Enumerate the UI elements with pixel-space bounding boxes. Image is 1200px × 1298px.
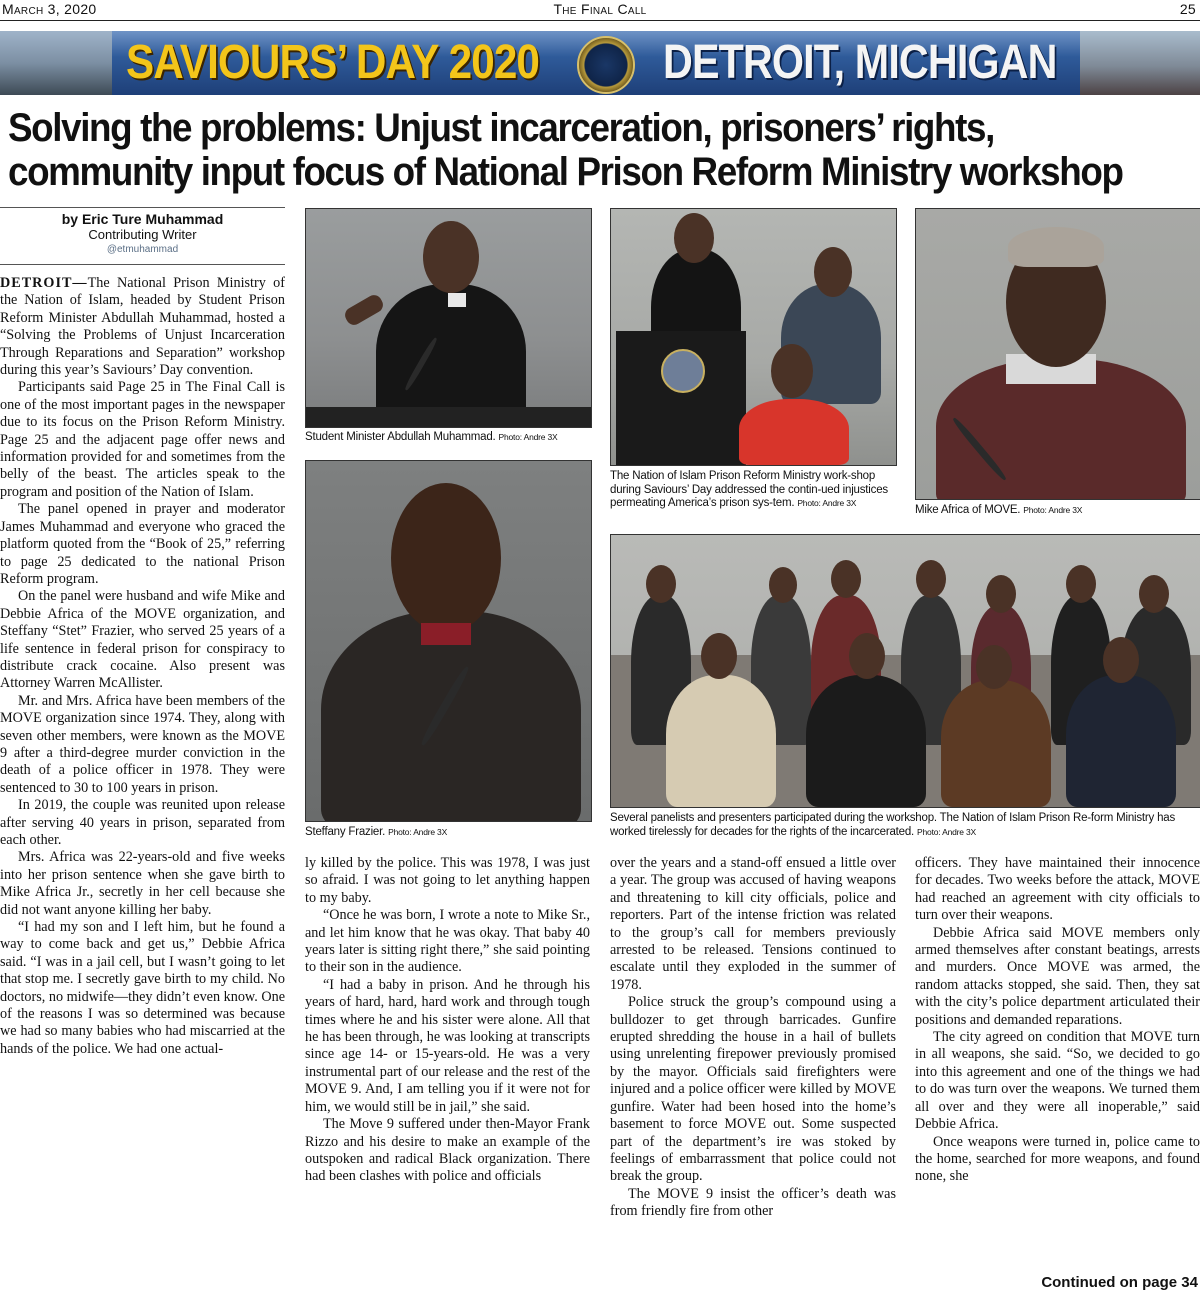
article-paragraph: “I had my son and I left him, but he found a way to come back and get us,” Debbie Africa said. “I was in a jail cell, but I wasn’t going to let that stop me. I secretly gave birth to my child. No doctors, no midwife—they didn’t even know. One of the reasons I was so determined was because we had so many babies who had miscarried at the hands of the police. We had one actual-: [0, 919, 285, 1057]
publication-name: The Final Call: [553, 1, 647, 17]
city-skyline-image-right: [1080, 31, 1200, 95]
event-banner: [0, 31, 1200, 95]
page-number: 25: [1179, 1, 1196, 17]
headline-line-2: community input focus of National Prison Reform Ministry workshop: [8, 150, 1123, 194]
article-column-1: [0, 275, 285, 1058]
photo-caption: Student Minister Abdullah Muhammad. Photo: Andre 3X: [305, 431, 558, 443]
article-paragraph: Debbie Africa said MOVE members only armed themselves after constant beatings, arrests and murders. Once MOVE was armed, the random attacks stopped, she said. Then, they sat with the city’s police department articulated their positions and demanded reparations.: [915, 924, 1200, 1028]
article-paragraph: The city agreed on condition that MOVE turn in all weapons, she said. “So, we decided to go into this agreement and one of the things we had to do was turn over the weapons. We turned them all over and they were all inoperable,” said Debbie Africa.: [915, 1029, 1200, 1133]
article-paragraph: The MOVE 9 insist the officer’s death was from friendly fire from other: [610, 1185, 896, 1220]
photo-steffany-frazier: [305, 460, 592, 822]
byline-top-rule: [0, 207, 285, 208]
podium-seal-icon: [661, 349, 705, 393]
article-paragraph: over the years and a stand-off ensued a little over a year. The group was accused of having weapons and threatening to kill city officials, police and reporters. Part of the intense friction was related to the group’s call for members previously arrested to be released. Tensions continued to escalate until they exploded in the summer of 1978.: [610, 855, 896, 993]
banner-event-title: SAVIOURS’ DAY 2020: [126, 36, 540, 89]
photo-caption: Several panelists and presenters participated during the workshop. The Nation of Islam Prison Re-form Ministry has worked tirelessly for decades for the rights of the incarcerated. Photo: Andre 3X: [610, 812, 1176, 838]
article-paragraph: officers. They have maintained their innocence for decades. Two weeks before the attack, MOVE had reached an agreement with city officials to turn over their weapons.: [915, 855, 1200, 924]
headline-line-1: Solving the problems: Unjust incarceration, prisoners’ rights,: [8, 106, 994, 150]
article-paragraph: “I had a baby in prison. And he through his years of hard, hard, hard work and through tough times where he and his sister were alone. All that he has been through, he was looking at transcripts since age 14- or 15-years-old. He was a very instrumental part of our release and the rest of the MOVE 9. And, I am telling you if it were not for him, we would still be in jail,” she said.: [305, 976, 590, 1115]
banner-location: DETROIT, MICHIGAN: [663, 36, 1057, 89]
page-header: [0, 0, 1200, 21]
city-skyline-image-left: [0, 31, 112, 95]
author-name: by Eric Ture Muhammad: [61, 211, 224, 227]
byline: [0, 211, 285, 255]
article-headline: [8, 106, 1123, 194]
photo-caption: Steffany Frazier. Photo: Andre 3X: [305, 826, 448, 838]
continued-on-page-link[interactable]: Continued on page 34: [1041, 1274, 1198, 1291]
article-column-2: [305, 855, 590, 1186]
photo-mike-africa: [915, 208, 1200, 500]
author-role: Contributing Writer: [88, 227, 197, 242]
photo-caption: The Nation of Islam Prison Reform Ministry work-shop during Saviours’ Day addressed the contin-ued injustices permeating America’s prison sys-tem. Photo: Andre 3X: [610, 470, 888, 509]
article-column-3: [610, 855, 896, 1221]
article-paragraph: In 2019, the couple was reunited upon release after serving 40 years in prison, separated from each other.: [0, 797, 285, 848]
article-paragraph: ly killed by the police. This was 1978, I was just so afraid. I was not going to let anything happen to my baby.: [305, 855, 590, 906]
article-paragraph: The panel opened in prayer and moderator James Muhammad and everyone who graced the platform quoted from the “Book of 25,” referring to page 25 dedicated to the national Prison Reform program.: [0, 501, 285, 587]
article-column-4: [915, 855, 1200, 1186]
article-paragraph: DETROIT—The National Prison Ministry of the Nation of Islam, headed by Student Prison Reform Minister Abdullah Muhammad, hosted a “Solving the Problems of Unjust Incarceration Through Reparations and Separation” workshop during this year’s Saviours’ Day convention.: [0, 275, 285, 379]
saviours-day-seal-icon: [577, 36, 635, 94]
article-paragraph: On the panel were husband and wife Mike and Debbie Africa of the MOVE organization, and Steffany “Stet” Frazier, who served 25 years of a life sentence in federal prison for conspiracy to distribute crack cocaine. Also present was Attorney Warren McAllister.: [0, 588, 285, 692]
article-paragraph: Mr. and Mrs. Africa have been members of the MOVE organization since 1974. They, along with seven other members, were known as the MOVE 9 after a third-degree murder conviction in the death of a police officer in 1978. They were sentenced to 30 to 100 years in prison.: [0, 692, 285, 796]
author-handle: @etmuhammad: [106, 244, 179, 255]
article-paragraph: The Move 9 suffered under then-Mayor Frank Rizzo and his desire to make an example of the outspoken and radical Black organization. There had been clashes with police and officials: [305, 1116, 590, 1185]
photo-workshop-podium: [610, 208, 897, 466]
issue-date: March 3, 2020: [2, 1, 97, 17]
photo-panelists-group: [610, 534, 1200, 808]
article-paragraph: Mrs. Africa was 22-years-old and five weeks into her prison sentence when she gave birth to Mike Africa Jr., secretly in her cell because she did not want anyone killing her baby.: [0, 849, 285, 918]
article-paragraph: Participants said Page 25 in The Final Call is one of the most important pages in the newspaper due to its focus on the Prison Reform Ministry. Page 25 and the adjacent page offer news and information provided for and sometimes from the belly of the beast. The articles speak to the program and position of the Nation of Islam.: [0, 379, 285, 500]
dateline: DETROIT—: [0, 275, 88, 291]
article-paragraph: Once weapons were turned in, police came to the home, searched for more weapons, and found none, she: [915, 1133, 1200, 1185]
byline-bottom-rule: [0, 264, 285, 265]
article-paragraph: “Once he was born, I wrote a note to Mike Sr., and let him know that he was okay. That baby 40 years later is sitting right there,” she said pointing to their son in the audience.: [305, 907, 590, 976]
article-paragraph: Police struck the group’s compound using a bulldozer to get through barricades. Gunfire erupted shredding the house in a hail of bullets using unrelenting firepower previously promised by the mayor. Officials said firefighters were injured and a police officer were killed by MOVE gunfire. Water had been hosed into the home’s basement to force MOVE out. Some suspected part of the department’s ire was stoked by feelings of embarrassment that police could not break the group.: [610, 994, 896, 1185]
photo-caption: Mike Africa of MOVE. Photo: Andre 3X: [915, 504, 1083, 516]
photo-abdullah-muhammad: [305, 208, 592, 428]
